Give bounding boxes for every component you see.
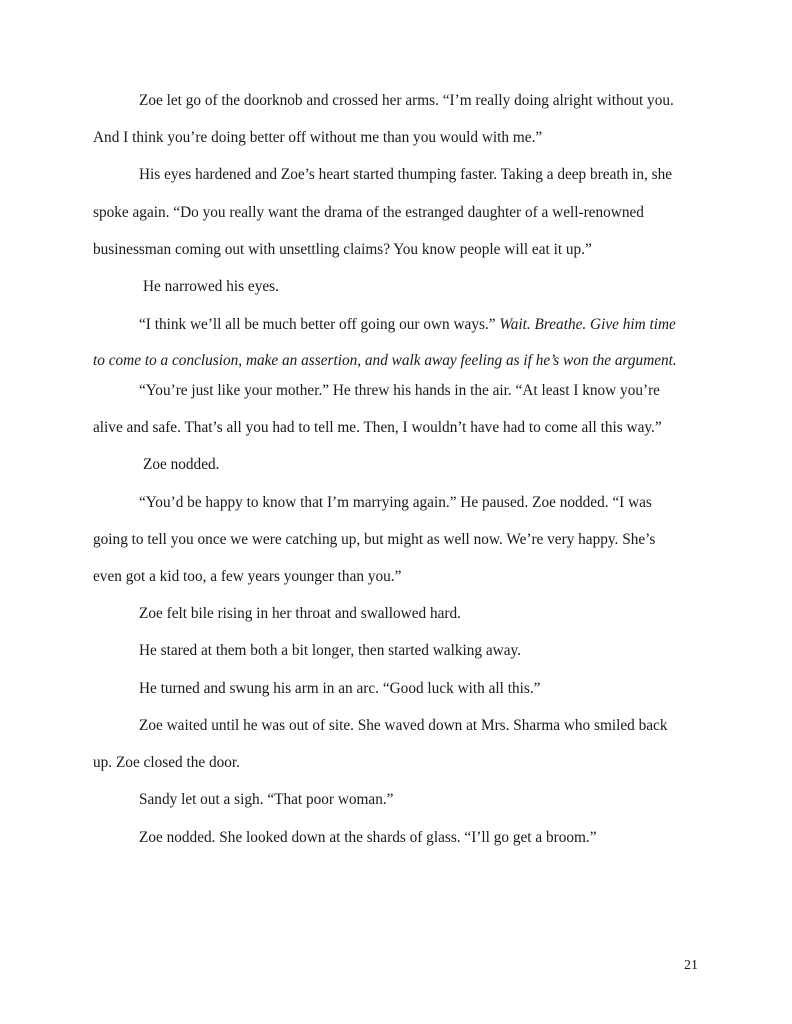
text-line: Zoe felt bile rising in her throat and swallowed hard.	[139, 605, 461, 622]
dialogue-text: “I think we’ll all be much better off going our own ways.”	[139, 316, 496, 333]
text-line: He narrowed his eyes.	[143, 278, 279, 295]
text-line: alive and safe. That’s all you had to tell me. Then, I wouldn’t have had to come all this way.”	[93, 419, 662, 436]
italic-thought: Wait. Breathe. Give him time	[499, 316, 676, 333]
text-line: “You’d be happy to know that I’m marrying again.” He paused. Zoe nodded. “I was	[139, 494, 652, 511]
page-number: 21	[684, 958, 698, 973]
text-line: And I think you’re doing better off without me than you would with me.”	[93, 129, 543, 146]
text-line: He stared at them both a bit longer, then started walking away.	[139, 642, 521, 659]
text-line: going to tell you once we were catching up, but might as well now. We’re very happy. She’s	[93, 531, 656, 548]
italic-thought: to come to a conclusion, make an assertion, and walk away feeling as if he’s won the argument.	[93, 352, 677, 369]
text-line	[139, 316, 676, 334]
text-line: spoke again. “Do you really want the drama of the estranged daughter of a well-renowned	[93, 204, 644, 221]
text-line: His eyes hardened and Zoe’s heart started thumping faster. Taking a deep breath in, she	[139, 166, 673, 183]
text-line: Zoe let go of the doorknob and crossed her arms. “I’m really doing alright without you.	[139, 92, 674, 109]
text-line: Zoe nodded. She looked down at the shards of glass. “I’ll go get a broom.”	[139, 829, 597, 846]
text-line: up. Zoe closed the door.	[93, 754, 240, 771]
text-line: Sandy let out a sigh. “That poor woman.”	[139, 791, 394, 808]
text-line: “You’re just like your mother.” He threw his hands in the air. “At least I know you’re	[139, 382, 660, 399]
text-line: Zoe waited until he was out of site. She waved down at Mrs. Sharma who smiled back	[139, 717, 668, 734]
text-line: even got a kid too, a few years younger than you.”	[93, 568, 402, 585]
text-line	[93, 352, 677, 370]
text-line: Zoe nodded.	[143, 456, 220, 473]
text-line: businessman coming out with unsettling claims? You know people will eat it up.”	[93, 241, 592, 258]
text-line: He turned and swung his arm in an arc. “Good luck with all this.”	[139, 680, 541, 697]
